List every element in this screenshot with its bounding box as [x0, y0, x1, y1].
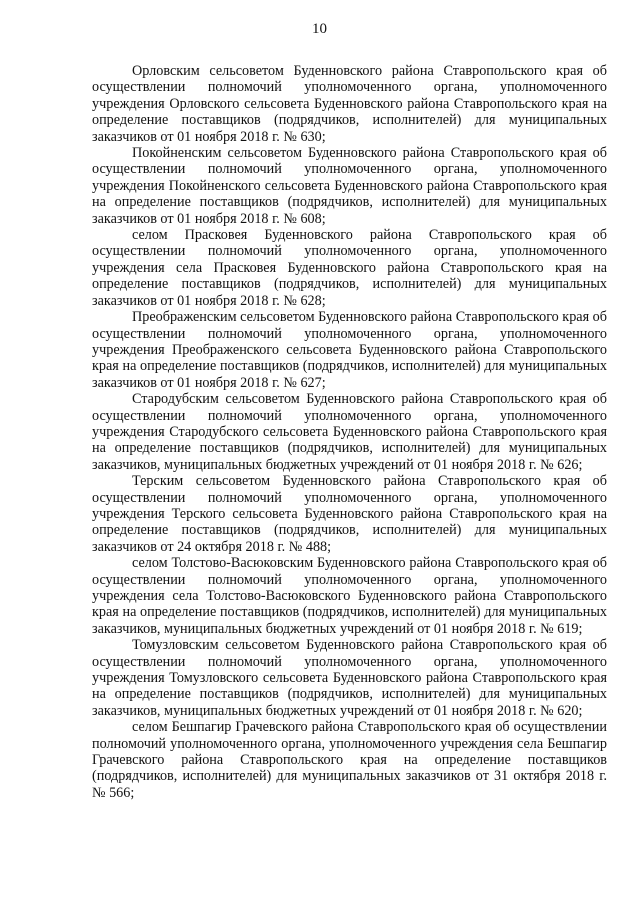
page-number: 10 — [312, 21, 327, 37]
paragraph-pokoinensky: Покойненским сельсоветом Буденновского района Ставропольского края об осуществлении полномочий уполномоченного органа, уполномоченного учреждения Покойненского сельсовета Буденновского района Ставропольского края на определение поставщиков (подрядчиков, исполнителей) для муниципальных заказчиков от 01 ноября 2018 г. № 608; — [92, 145, 607, 227]
document-body — [92, 63, 607, 801]
paragraph-praskoveya: селом Прасковея Буденновского района Ставропольского края об осуществлении полномочий уполномоченного органа, уполномоченного учреждения села Прасковея Буденновского района Ставропольского края на определение поставщиков (подрядчиков, исполнителей) для муниципальных заказчиков от 01 ноября 2018 г. № 628; — [92, 227, 607, 309]
paragraph-starodubsky: Стародубским сельсоветом Буденновского района Ставропольского края об осуществлении полномочий уполномоченного органа, уполномоченного учреждения Стародубского сельсовета Буденновского района Ставропольского края на определение поставщиков (подрядчиков, исполнителей) для муниципальных заказчиков, муниципальных бюджетных учреждений от 01 ноября 2018 г. № 626; — [92, 391, 607, 473]
paragraph-orlovsky: Орловским сельсоветом Буденновского района Ставропольского края об осуществлении полномочий уполномоченного органа, уполномоченного учреждения Орловского сельсовета Буденновского района Ставропольского края на определение поставщиков (подрядчиков, исполнителей) для муниципальных заказчиков от 01 ноября 2018 г. № 630; — [92, 63, 607, 145]
paragraph-beshpagir: селом Бешпагир Грачевского района Ставропольского края об осуществлении полномочий уполномоченного органа, уполномоченного учреждения села Бешпагир Грачевского района Ставропольского края на определение поставщиков (подрядчиков, исполнителей) для муниципальных заказчиков от 31 октября 2018 г. № 566; — [92, 719, 607, 801]
paragraph-tomuzlovsky: Томузловским сельсоветом Буденновского района Ставропольского края об осуществлении полномочий уполномоченного органа, уполномоченного учреждения Томузловского сельсовета Буденновского района Ставропольского края на определение поставщиков (подрядчиков, исполнителей) для муниципальных заказчиков, муниципальных бюджетных учреждений от 01 ноября 2018 г. № 620; — [92, 637, 607, 719]
paragraph-preobrazhensky: Преображенским сельсоветом Буденновского района Ставропольского края об осуществлении полномочий уполномоченного органа, уполномоченного учреждения Преображенского сельсовета Буденновского района Ставропольского края на определение поставщиков (подрядчиков, исполнителей) для муниципальных заказчиков от 01 ноября 2018 г. № 627; — [92, 309, 607, 391]
paragraph-tersky: Терским сельсоветом Буденновского района Ставропольского края об осуществлении полномочий уполномоченного органа, уполномоченного учреждения Терского сельсовета Буденновского района Ставропольского края на определение поставщиков (подрядчиков, исполнителей) для муниципальных заказчиков от 24 октября 2018 г. № 488; — [92, 473, 607, 555]
paragraph-tolstovo-vasyukovsky: селом Толстово-Васюковским Буденновского района Ставропольского края об осуществлении полномочий уполномоченного органа, уполномоченного учреждения села Толстово-Васюковского Буденновского района Ставропольского края на определение поставщиков (подрядчиков, исполнителей) для муниципальных заказчиков, муниципальных бюджетных учреждений от 01 ноября 2018 г. № 619; — [92, 555, 607, 637]
